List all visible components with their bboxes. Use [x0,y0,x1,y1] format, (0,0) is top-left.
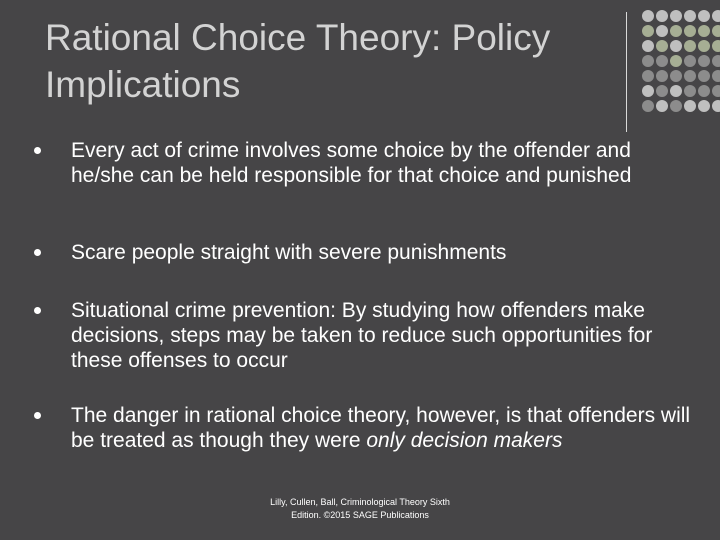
slide-title-line-2: Implications [45,64,241,105]
bullet-text: Scare people straight with severe punishments [71,241,507,264]
bullet-icon [34,147,41,154]
bullet-item [71,298,691,373]
bullet-icon [34,307,41,314]
bullet-item [71,240,691,265]
citation [240,496,480,522]
bullet-item [71,403,691,453]
bullet-text-italic: only decision makers [366,429,563,452]
slide-title-line-1: Rational Choice Theory: Policy [45,17,551,58]
citation-line-1: Lilly, Cullen, Ball, Criminological Theory Sixth [270,497,450,507]
citation-line-2: Edition. ©2015 SAGE Publications [291,510,429,520]
bullet-text: Situational crime prevention: By studying how offenders make decisions, steps may be taken to reduce such opportunities for these offenses to occur [71,299,653,372]
bullet-text: The danger in rational choice theory, however, is that offenders will be treated as though they were [71,404,691,452]
bullet-item [71,138,691,188]
bullet-text: Every act of crime involves some choice by the offender and he/she can be held responsible for that choice and punished [71,139,632,187]
bullet-icon [34,412,41,419]
bullet-icon [34,249,41,256]
